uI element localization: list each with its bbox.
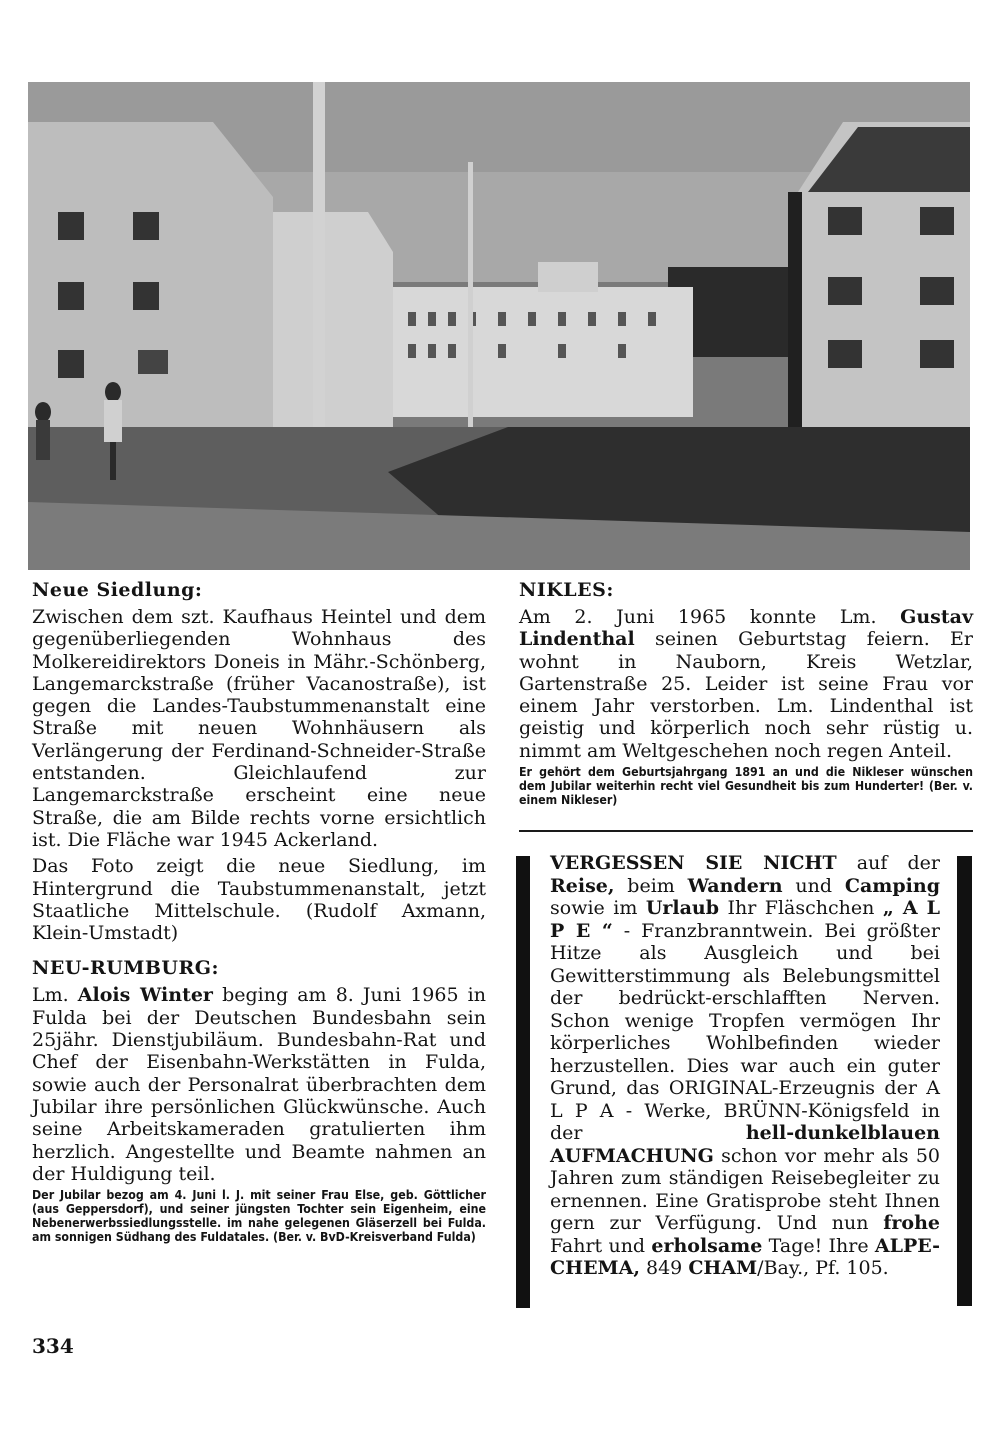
ad-left-bar — [516, 856, 530, 1308]
neu-rumburg-note: Der Jubilar bezog am 4. Juni l. J. mit seiner Frau Else, geb. Göttlicher (aus Geppersdorf), und seiner jüngsten Tochter sein Eigenheim, eine Nebenerwerbssiedlungsstelle. im nahe gelegenen Gläserzell bei Fulda. am sonnigen Südhang des Fuldatales. (Ber. v. BvD-Kreisverband Fulda) — [32, 1188, 486, 1245]
ad-right-bar — [957, 856, 972, 1306]
right-column — [519, 578, 973, 807]
person-name: Alois Winter — [77, 984, 213, 1007]
nikles-paragraph: Am 2. Juni 1965 konnte Lm. Gustav Lindenthal seinen Geburtstag feiern. Er wohnt in Nauborn, Kreis Wetzlar, Gartenstraße 25. Leider ist seine Frau vor einem Jahr verstorben. Lm. Lindenthal ist geistig und körperlich noch sehr rüstig u. nimmt am Weltgeschehen noch regen Anteil. — [519, 606, 973, 762]
street-photo-graphic — [28, 82, 970, 570]
neue-siedlung-paragraph-1: Zwischen dem szt. Kaufhaus Heintel und dem gegenüberliegenden Wohnhaus des Molkereidirektors Doneis in Mähr.-Schönberg, Langemarckstraße (früher Vacanostraße), ist gegen die Landes-Taubstummenanstalt eine Straße mit neuen Wohnhäusern als Verlängerung der Ferdinand-Schneider-Straße entstanden. Gleichlaufend zur Langemarckstraße erscheint eine neue Straße, die am Bilde rechts vorne ersichtlich ist. Die Fläche war 1945 Ackerland. — [32, 606, 486, 851]
advertisement-text: VERGESSEN SIE NICHT auf der Reise, beim Wandern und Camping sowie im Urlaub Ihr Fläschchen „ A L P E “ - Franzbranntwein. Bei größter Hitze als Ausgleich und bei Gewitterstimmung als Belebungsmittel der bedrückt-erschlafften Nerven. Schon wenige Tropfen vermögen Ihr körperliches Wohlbefinden wieder herzustellen. Dies war auch ein guter Grund, das ORIGINAL-Erzeugnis der A L P A - Werke, BRÜNN-Königsfeld in der hell-dunkelblauen AUFMACHUNG schon vor mehr als 50 Jahren zum ständigen Reisebegleiter zu ernennen. Eine Gratisprobe steht Ihnen gern zur Verfügung. Und nun frohe Fahrt und erholsame Tage! Ihre ALPE-CHEMA, 849 CHAM/Bay., Pf. 105. — [550, 852, 940, 1279]
section-heading-neu-rumburg: NEU-RUMBURG: — [32, 957, 220, 980]
street-photo — [28, 82, 970, 570]
advertisement-box — [516, 852, 972, 1310]
neue-siedlung-paragraph-2: Das Foto zeigt die neue Siedlung, im Hintergrund die Taubstummenanstalt, jetzt Staatliche Mittelschule. (Rudolf Axmann, Klein-Umstadt) — [32, 855, 486, 945]
section-heading-nikles: NIKLES: — [519, 579, 614, 601]
nikles-note: Er gehört dem Geburtsjahrgang 1891 an und die Nikleser wünschen dem Jubilar weiterhin recht viel Gesundheit bis zum Hunderter! (Ber. v. einem Nikleser) — [519, 765, 973, 808]
neu-rumburg-paragraph: Lm. Alois Winter beging am 8. Juni 1965 in Fulda bei der Deutschen Bundesbahn sein 25jähr. Dienstjubiläum. Bundesbahn-Rat und Chef der Eisenbahn-Werkstätten in Fulda, sowie auch der Personalrat überbrachten dem Jubilar ihre persönlichen Glückwünsche. Auch seine Arbeitskameraden gratulierten ihm herzlich. Angestellte und Beamte nahmen an der Huldigung teil. — [32, 984, 486, 1185]
divider-rule — [519, 830, 973, 832]
person-name: Gustav Lindenthal — [519, 606, 973, 651]
page-number: 334 — [32, 1334, 74, 1358]
left-column — [32, 578, 486, 1244]
section-heading-neue-siedlung: Neue Siedlung: — [32, 579, 203, 601]
